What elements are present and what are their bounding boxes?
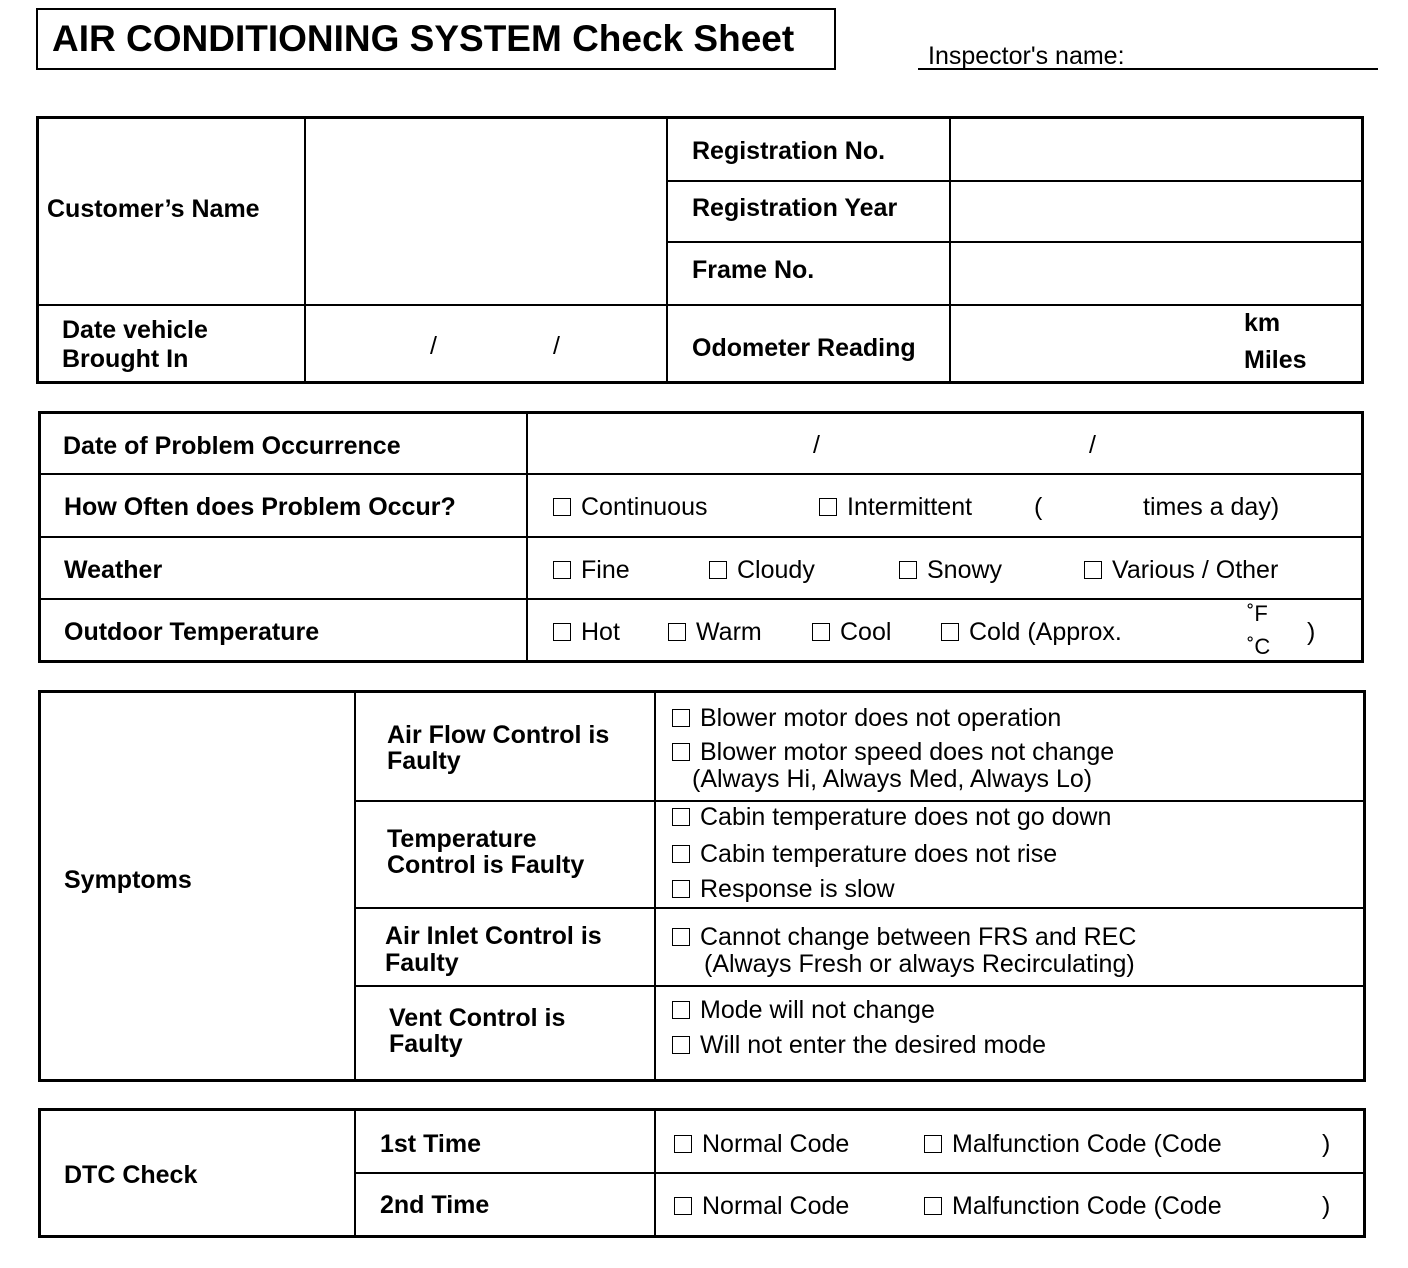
option-cloudy[interactable]: Cloudy [709,558,815,583]
odometer-field[interactable] [951,306,1231,382]
problem-date-field[interactable] [528,413,1362,473]
date-slash: / [430,332,437,360]
odometer-unit-km: km [1244,309,1281,337]
symptom-option[interactable]: Blower motor does not operation [672,706,1061,731]
checkbox[interactable] [668,623,686,641]
dtc-row-label: 2nd Time [380,1191,490,1219]
option-warm[interactable]: Warm [668,620,762,645]
odometer-unit-miles: Miles [1244,346,1307,374]
checkbox[interactable] [1084,561,1102,579]
registration-no-label: Registration No. [692,137,886,165]
symptom-group-label: Temperature [387,825,537,853]
registration-year-label: Registration Year [692,194,898,222]
inspector-name-field[interactable] [918,42,1378,70]
symptom-group-label: Air Inlet Control is [385,922,602,950]
symptom-group-label: Faulty [389,1030,463,1058]
divider [355,1172,1364,1174]
temperature-label: Outdoor Temperature [64,618,320,646]
checkbox[interactable] [672,709,690,727]
symptoms-label: Symptoms [64,866,192,894]
divider [654,692,656,1080]
symptom-option[interactable]: Mode will not change [672,998,935,1023]
checkbox[interactable] [553,498,571,516]
symptom-option[interactable]: Will not enter the desired mode [672,1033,1046,1058]
date-slash: / [553,332,560,360]
close-paren: ) [1322,1192,1331,1220]
close-paren: ) [1322,1130,1331,1158]
checkbox[interactable] [899,561,917,579]
close-paren: ) [1307,618,1316,646]
checkbox[interactable] [924,1197,942,1215]
divider [355,907,1364,909]
divider [355,800,1364,802]
unit-celsius: ˚C [1247,634,1271,659]
registration-year-field[interactable] [951,182,1362,241]
symptom-group-label: Faulty [385,949,459,977]
checkbox[interactable] [819,498,837,516]
symptom-option[interactable]: Cabin temperature does not go down [672,805,1111,830]
divider [40,598,1362,600]
divider [40,473,1362,475]
symptom-option[interactable]: Cannot change between FRS and REC [672,925,1136,950]
inspector-name-label: Inspector's name: [928,42,1125,70]
odometer-label: Odometer Reading [692,334,916,362]
symptom-group-label: Faulty [387,747,461,775]
symptom-group-label: Control is Faulty [387,851,585,879]
option-continuous[interactable]: Continuous [553,495,707,520]
divider [354,692,356,1080]
registration-no-field[interactable] [951,118,1362,180]
divider [40,536,1362,538]
title-box [36,8,836,70]
frame-no-label: Frame No. [692,256,815,284]
checkbox[interactable] [672,1036,690,1054]
frame-no-field[interactable] [951,243,1362,304]
page-title: AIR CONDITIONING SYSTEM Check Sheet [52,18,795,59]
option-fine[interactable]: Fine [553,558,630,583]
malfunction-code-option[interactable]: Malfunction Code (Code [924,1194,1222,1219]
checkbox[interactable] [709,561,727,579]
option-intermittent[interactable]: Intermittent [819,495,972,520]
symptom-group-label: Vent Control is [389,1004,566,1032]
times-open-paren: ( [1034,493,1043,521]
divider [666,118,668,382]
unit-fahrenheit: ˚F [1247,601,1268,626]
checkbox[interactable] [672,880,690,898]
checkbox[interactable] [674,1197,692,1215]
checkbox[interactable] [924,1135,942,1153]
checkbox[interactable] [941,623,959,641]
checkbox[interactable] [553,623,571,641]
symptom-option[interactable]: Response is slow [672,877,895,902]
checkbox[interactable] [674,1135,692,1153]
normal-code-option[interactable]: Normal Code [674,1194,849,1219]
symptom-option[interactable]: Blower motor speed does not change [672,740,1114,765]
option-various-other[interactable]: Various / Other [1084,558,1278,583]
customer-name-field[interactable] [306,118,666,304]
option-cool[interactable]: Cool [812,620,891,645]
malfunction-code-option[interactable]: Malfunction Code (Code [924,1132,1222,1157]
checkbox[interactable] [812,623,830,641]
dtc-row-label: 1st Time [380,1130,481,1158]
checkbox[interactable] [672,743,690,761]
frequency-label: How Often does Problem Occur? [64,493,456,521]
checkbox[interactable] [672,1001,690,1019]
symptom-group-label: Air Flow Control is [387,721,610,749]
checkbox[interactable] [553,561,571,579]
date-slash: / [1089,431,1096,459]
date-brought-in-label-line2: Brought In [62,345,189,373]
checkbox[interactable] [672,928,690,946]
symptom-option[interactable]: Cabin temperature does not rise [672,842,1057,867]
customer-name-label: Customer’s Name [47,195,260,223]
dtc-label: DTC Check [64,1161,198,1189]
option-snowy[interactable]: Snowy [899,558,1002,583]
divider [355,985,1364,987]
problem-date-label: Date of Problem Occurrence [63,432,401,460]
option-cold[interactable]: Cold (Approx. [941,620,1122,645]
weather-label: Weather [64,556,163,584]
checkbox[interactable] [672,845,690,863]
date-brought-in-field[interactable] [306,306,666,382]
normal-code-option[interactable]: Normal Code [674,1132,849,1157]
option-hot[interactable]: Hot [553,620,620,645]
date-slash: / [813,431,820,459]
symptom-note: (Always Hi, Always Med, Always Lo) [692,765,1093,793]
times-a-day-text: times a day) [1143,493,1280,521]
symptom-note: (Always Fresh or always Recirculating) [704,950,1135,978]
date-brought-in-label-line1: Date vehicle [62,316,208,344]
checkbox[interactable] [672,808,690,826]
